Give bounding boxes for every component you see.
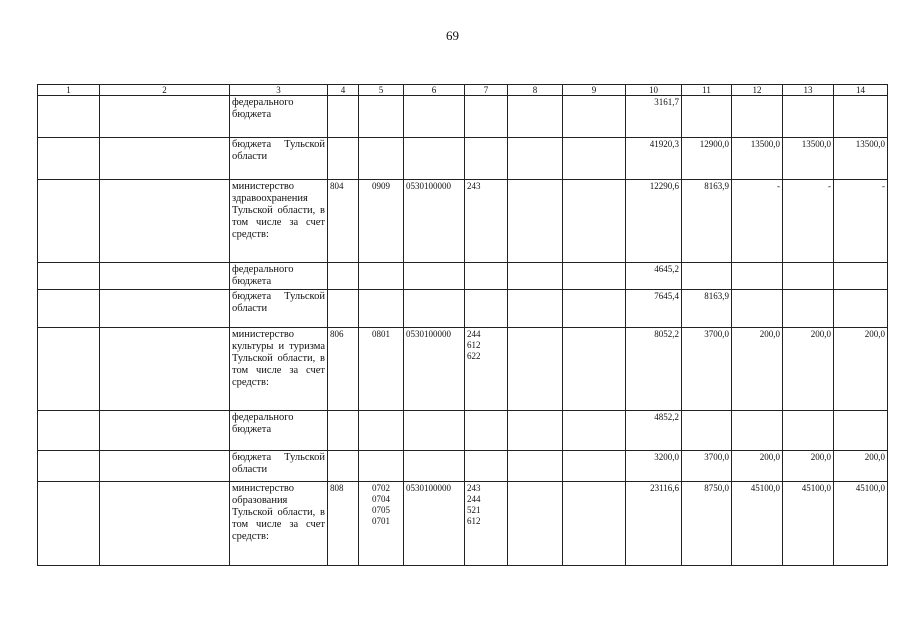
cell-col11: 3700,0 — [682, 451, 732, 482]
cell-col7 — [465, 263, 508, 290]
cell-col2 — [100, 411, 230, 451]
header-cell-13: 13 — [783, 85, 834, 96]
cell-col10: 8052,2 — [626, 328, 682, 411]
cell-col11 — [682, 96, 732, 138]
cell-col7-item: 243 — [467, 181, 481, 191]
cell-col9 — [563, 138, 626, 180]
cell-col13 — [783, 263, 834, 290]
cell-col4: 806 — [328, 328, 359, 411]
header-cell-7: 7 — [465, 85, 508, 96]
cell-col13 — [783, 411, 834, 451]
cell-col5-item: 0701 — [372, 516, 390, 526]
cell-col9 — [563, 451, 626, 482]
cell-col9 — [563, 180, 626, 263]
cell-col6 — [404, 96, 465, 138]
cell-col5-item: 0909 — [372, 181, 390, 191]
cell-col12 — [732, 290, 783, 328]
cell-col5 — [359, 328, 404, 411]
cell-col10: 7645,4 — [626, 290, 682, 328]
cell-description: бюджета Тульской области — [230, 290, 328, 328]
header-cell-14: 14 — [834, 85, 888, 96]
cell-description: федерального бюджета — [230, 263, 328, 290]
cell-col14: - — [834, 180, 888, 263]
table-row — [38, 263, 888, 290]
cell-col4 — [328, 290, 359, 328]
cell-col12: - — [732, 180, 783, 263]
cell-col12 — [732, 411, 783, 451]
cell-col12: 200,0 — [732, 328, 783, 411]
cell-col5 — [359, 451, 404, 482]
cell-col11: 8750,0 — [682, 482, 732, 566]
cell-col8 — [508, 482, 563, 566]
cell-col7 — [465, 451, 508, 482]
cell-col8 — [508, 96, 563, 138]
cell-col12: 200,0 — [732, 451, 783, 482]
cell-col1 — [38, 138, 100, 180]
cell-col2 — [100, 263, 230, 290]
cell-col7-item: 612 — [467, 516, 481, 526]
cell-col9 — [563, 290, 626, 328]
cell-col13: 200,0 — [783, 451, 834, 482]
cell-col5-item: 0705 — [372, 505, 390, 515]
cell-col6 — [404, 411, 465, 451]
header-cell-6: 6 — [404, 85, 465, 96]
cell-col14 — [834, 290, 888, 328]
cell-col7-item: 521 — [467, 505, 481, 515]
header-cell-10: 10 — [626, 85, 682, 96]
cell-col4: 804 — [328, 180, 359, 263]
budget-table — [37, 84, 888, 566]
table-row — [38, 328, 888, 411]
cell-col2 — [100, 96, 230, 138]
cell-col14: 200,0 — [834, 328, 888, 411]
cell-col11: 8163,9 — [682, 180, 732, 263]
cell-description: бюджета Тульской области — [230, 451, 328, 482]
cell-col11: 3700,0 — [682, 328, 732, 411]
cell-col5 — [359, 96, 404, 138]
cell-col13: 45100,0 — [783, 482, 834, 566]
cell-col1 — [38, 96, 100, 138]
cell-col10: 4852,2 — [626, 411, 682, 451]
cell-col11: 8163,9 — [682, 290, 732, 328]
cell-col4: 808 — [328, 482, 359, 566]
cell-col6: 0530100000 — [404, 328, 465, 411]
cell-col8 — [508, 263, 563, 290]
table-row — [38, 411, 888, 451]
cell-col14 — [834, 411, 888, 451]
cell-col5 — [359, 263, 404, 290]
cell-col7 — [465, 138, 508, 180]
cell-col11 — [682, 263, 732, 290]
cell-col1 — [38, 290, 100, 328]
cell-col12: 45100,0 — [732, 482, 783, 566]
cell-description: министерство образования Тульской области, в том числе за счет средств: — [230, 482, 328, 566]
header-cell-9: 9 — [563, 85, 626, 96]
table-row — [38, 451, 888, 482]
cell-col4 — [328, 411, 359, 451]
page-number: 69 — [446, 28, 459, 43]
cell-col7-item: 244 — [467, 329, 481, 339]
cell-col4 — [328, 263, 359, 290]
cell-col13 — [783, 290, 834, 328]
cell-col5 — [359, 180, 404, 263]
cell-col5 — [359, 411, 404, 451]
header-cell-11: 11 — [682, 85, 732, 96]
cell-col6 — [404, 290, 465, 328]
cell-col7 — [465, 96, 508, 138]
cell-col7-item: 622 — [467, 351, 481, 361]
cell-col14 — [834, 263, 888, 290]
cell-col7 — [465, 411, 508, 451]
cell-col5-item: 0801 — [372, 329, 390, 339]
cell-description: федерального бюджета — [230, 96, 328, 138]
header-row — [38, 85, 888, 96]
cell-description: федерального бюджета — [230, 411, 328, 451]
cell-col5-item: 0704 — [372, 494, 390, 504]
header-cell-1: 1 — [38, 85, 100, 96]
cell-col1 — [38, 263, 100, 290]
cell-col12: 13500,0 — [732, 138, 783, 180]
table-row — [38, 482, 888, 566]
header-cell-5: 5 — [359, 85, 404, 96]
cell-col4 — [328, 96, 359, 138]
cell-col14: 200,0 — [834, 451, 888, 482]
table-row — [38, 96, 888, 138]
cell-col2 — [100, 451, 230, 482]
header-cell-2: 2 — [100, 85, 230, 96]
cell-col12 — [732, 96, 783, 138]
table-body — [38, 96, 888, 566]
cell-col6: 0530100000 — [404, 482, 465, 566]
cell-col11: 12900,0 — [682, 138, 732, 180]
cell-col8 — [508, 328, 563, 411]
cell-col8 — [508, 411, 563, 451]
cell-col1 — [38, 180, 100, 263]
cell-col7-item: 244 — [467, 494, 481, 504]
cell-col10: 12290,6 — [626, 180, 682, 263]
cell-col6: 0530100000 — [404, 180, 465, 263]
table-row — [38, 180, 888, 263]
cell-col10: 3200,0 — [626, 451, 682, 482]
cell-col14: 13500,0 — [834, 138, 888, 180]
cell-col9 — [563, 96, 626, 138]
cell-col8 — [508, 180, 563, 263]
cell-col14: 45100,0 — [834, 482, 888, 566]
header-cell-12: 12 — [732, 85, 783, 96]
cell-col2 — [100, 482, 230, 566]
header-cell-8: 8 — [508, 85, 563, 96]
cell-col1 — [38, 451, 100, 482]
cell-col9 — [563, 263, 626, 290]
cell-col9 — [563, 482, 626, 566]
table-row — [38, 290, 888, 328]
cell-col14 — [834, 96, 888, 138]
header-cell-4: 4 — [328, 85, 359, 96]
cell-col6 — [404, 138, 465, 180]
cell-col4 — [328, 138, 359, 180]
cell-col6 — [404, 263, 465, 290]
cell-col13: 200,0 — [783, 328, 834, 411]
cell-col7-item: 612 — [467, 340, 481, 350]
cell-col1 — [38, 411, 100, 451]
cell-col2 — [100, 180, 230, 263]
cell-col13: 13500,0 — [783, 138, 834, 180]
cell-col10: 23116,6 — [626, 482, 682, 566]
cell-col2 — [100, 290, 230, 328]
cell-col5 — [359, 138, 404, 180]
cell-col6 — [404, 451, 465, 482]
cell-col4 — [328, 451, 359, 482]
cell-col1 — [38, 328, 100, 411]
cell-col5 — [359, 482, 404, 566]
cell-col1 — [38, 482, 100, 566]
table-row — [38, 138, 888, 180]
cell-col9 — [563, 411, 626, 451]
cell-description: министерство культуры и туризма Тульской области, в том числе за счет средств: — [230, 328, 328, 411]
cell-description: министерство здравоохранения Тульской области, в том числе за счет средств: — [230, 180, 328, 263]
cell-col7 — [465, 290, 508, 328]
cell-col2 — [100, 328, 230, 411]
cell-col5-item: 0702 — [372, 483, 390, 493]
cell-col10: 41920,3 — [626, 138, 682, 180]
cell-col2 — [100, 138, 230, 180]
cell-col10: 3161,7 — [626, 96, 682, 138]
cell-col10: 4645,2 — [626, 263, 682, 290]
cell-col13 — [783, 96, 834, 138]
cell-col11 — [682, 411, 732, 451]
cell-col7 — [465, 328, 508, 411]
cell-col13: - — [783, 180, 834, 263]
cell-description: бюджета Тульской области — [230, 138, 328, 180]
header-cell-3: 3 — [230, 85, 328, 96]
cell-col8 — [508, 290, 563, 328]
cell-col5 — [359, 290, 404, 328]
cell-col7 — [465, 482, 508, 566]
cell-col9 — [563, 328, 626, 411]
cell-col12 — [732, 263, 783, 290]
cell-col8 — [508, 138, 563, 180]
cell-col8 — [508, 451, 563, 482]
cell-col7-item: 243 — [467, 483, 481, 493]
cell-col7 — [465, 180, 508, 263]
